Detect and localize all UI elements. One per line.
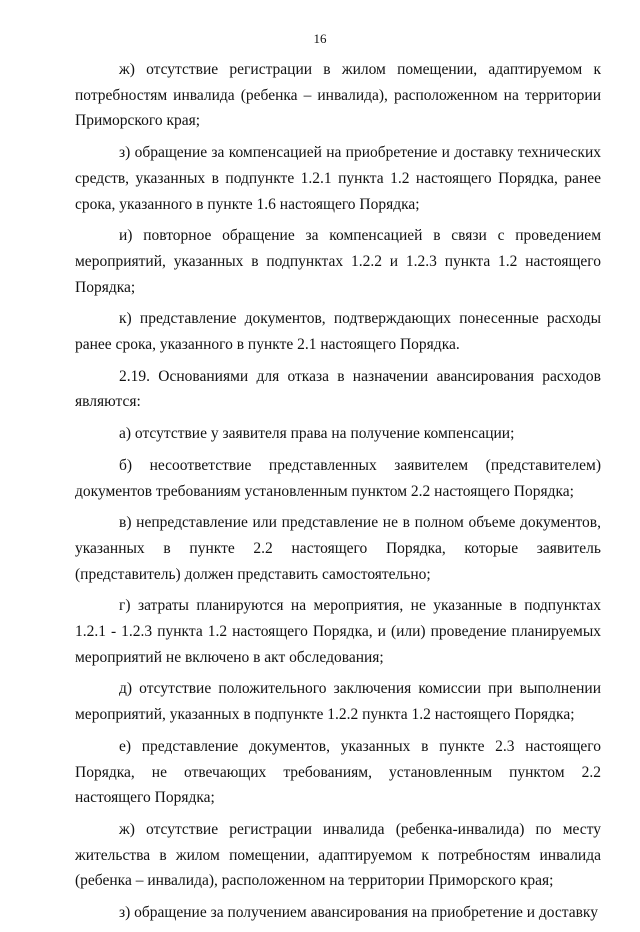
paragraph-2-19-refusal-grounds: 2.19. Основаниями для отказа в назначении авансирования расходов являются: [75, 367, 601, 411]
paragraph-k-early-documents: к) представление документов, подтверждающих понесенные расходы ранее срока, указанного в пункте 2.1 настоящего Порядка. [75, 310, 601, 354]
document-body [75, 57, 601, 932]
paragraph-zh-no-residence-registration: ж) отсутствие регистрации инвалида (ребенка-инвалида) по месту жительства в жилом помещении, адаптируемом к потребностям инвалида (ребенка – инвалида), расположенном на территории Приморского края; [75, 820, 601, 890]
paragraph-d-no-commission-approval: д) отсутствие положительного заключения комиссии при выполнении мероприятий, указанных в подпункте 1.2.2 пункта 1.2 настоящего Порядка; [75, 680, 601, 724]
page-number: 16 [313, 31, 327, 46]
paragraph-v-incomplete-documents: в) непредставление или представление не в полном объеме документов, указанных в пункте 2.2 настоящего Порядка, которые заявитель (представитель) должен представить самостоятельно; [75, 514, 601, 583]
paragraph-b-nonconformity: б) несоответствие представленных заявителем (представителем) документов требованиям установленным пунктом 2.2 настоящего Порядка; [75, 456, 601, 500]
paragraph-zh-no-registration: ж) отсутствие регистрации в жилом помещении, адаптируемом к потребностям инвалида (ребенка – инвалида), расположенном на территории Приморского края; [75, 61, 601, 130]
paragraph-a-no-right: а) отсутствие у заявителя права на получение компенсации; [119, 425, 515, 443]
paragraph-g-unlisted-measures: г) затраты планируются на мероприятия, не указанные в подпунктах 1.2.1 - 1.2.3 пункта 1.2 настоящего Порядка, и (или) проведение планируемых мероприятий не включено в акт обследования; [75, 597, 601, 666]
paragraph-i-repeat-request: и) повторное обращение за компенсацией в связи с проведением мероприятий, указанных в подпунктах 1.2.2 и 1.2.3 пункта 1.2 настоящего Порядка; [75, 227, 601, 296]
paragraph-z-early-compensation: з) обращение за компенсацией на приобретение и доставку технических средств, указанных в подпункте 1.2.1 пункта 1.2 настоящего Порядка, ранее срока, указанного в пункте 1.6 настоящего Порядка; [75, 144, 601, 213]
paragraph-e-invalid-documents: е) представление документов, указанных в пункте 2.3 настоящего Порядка, не отвечающих требованиям, установленным пунктом 2.2 настоящего Порядка; [75, 737, 601, 807]
paragraph-z-advance-request: з) обращение за получением авансирования на приобретение и доставку [119, 904, 598, 922]
